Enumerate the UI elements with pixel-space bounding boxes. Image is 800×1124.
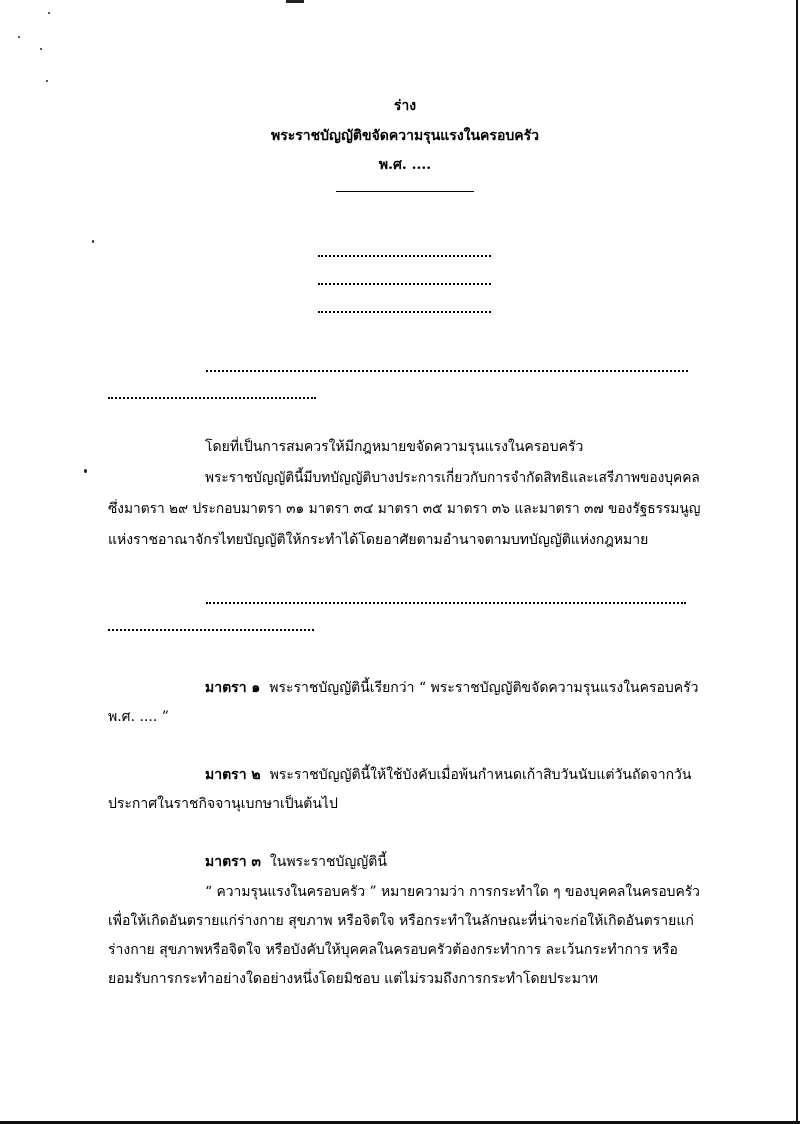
blank-line	[206, 370, 688, 372]
scan-speck	[48, 12, 50, 14]
section-2-line	[205, 766, 692, 784]
definition-line: “ ความรุนแรงในครอบครัว ” หมายความว่า การกระทำใด ๆ ของบุคคลในครอบครัว	[205, 884, 700, 900]
section-3-line	[205, 853, 387, 871]
preamble-whereas: โดยที่เป็นการสมควรให้มีกฎหมายขจัดความรุนแรงในครอบครัว	[205, 439, 584, 455]
document-title: พระราชบัญญัติขจัดความรุนแรงในครอบครัว	[271, 128, 539, 144]
document-year: พ.ศ. ....	[378, 157, 432, 173]
section-1-label: มาตรา ๑	[205, 680, 261, 696]
preamble-rights-line: พระราชบัญญัตินี้มีบทบัญญัติบางประการเกี่ยวกับการจำกัดสิทธิและเสรีภาพของบุคคล	[205, 470, 700, 486]
scan-speck	[84, 469, 87, 473]
draft-label: ร่าง	[393, 98, 417, 114]
section-1-text: พระราชบัญญัตินี้เรียกว่า “ พระราชบัญญัติขจัดความรุนแรงในครอบครัว	[269, 680, 699, 696]
scan-speck	[40, 48, 42, 50]
scan-speck	[46, 80, 48, 82]
blank-line	[318, 311, 491, 313]
blank-line	[108, 629, 314, 631]
blank-line	[318, 283, 491, 285]
section-2-text: พระราชบัญญัตินี้ให้ใช้บังคับเมื่อพ้นกำหนดเก้าสิบวันนับแต่วันถัดจากวัน	[269, 767, 692, 783]
blank-line	[206, 602, 686, 604]
section-3-text: ในพระราชบัญญัตินี้	[269, 854, 387, 870]
blank-line	[318, 255, 491, 257]
definition-line: ร่างกาย สุขภาพหรือจิตใจ หรือบังคับให้บุคคลในครอบครัวต้องกระทำการ ละเว้นกระทำการ หรือ	[108, 942, 678, 958]
section-1-continuation: พ.ศ. .... ”	[108, 709, 169, 725]
scan-speck	[92, 240, 94, 243]
definition-line: เพื่อให้เกิดอันตรายแก่ร่างกาย สุขภาพ หรือจิตใจ หรือกระทำในลักษณะที่น่าจะก่อให้เกิดอันตรายแก่	[108, 913, 694, 929]
section-2-label: มาตรา ๒	[205, 767, 261, 783]
section-2-continuation: ประกาศในราชกิจจานุเบกษาเป็นต้นไป	[108, 796, 338, 812]
section-1-line	[205, 679, 699, 697]
blank-line	[108, 397, 316, 399]
scan-mark-top	[286, 0, 304, 3]
scan-speck	[18, 36, 20, 38]
title-underline	[336, 191, 474, 192]
preamble-rights-line: แห่งราชอาณาจักรไทยบัญญัติให้กระทำได้โดยอาศัยตามอำนาจตามบทบัญญัติแห่งกฎหมาย	[108, 532, 649, 548]
section-3-label: มาตรา ๓	[205, 854, 262, 870]
preamble-rights-line: ซึ่งมาตรา ๒๙ ประกอบมาตรา ๓๑ มาตรา ๓๔ มาตรา ๓๕ มาตรา ๓๖ และมาตรา ๓๗ ของรัฐธรรมนูญ	[108, 501, 701, 517]
definition-line: ยอมรับการกระทำอย่างใดอย่างหนึ่งโดยมิชอบ แต่ไม่รวมถึงการกระทำโดยประมาท	[108, 971, 599, 987]
